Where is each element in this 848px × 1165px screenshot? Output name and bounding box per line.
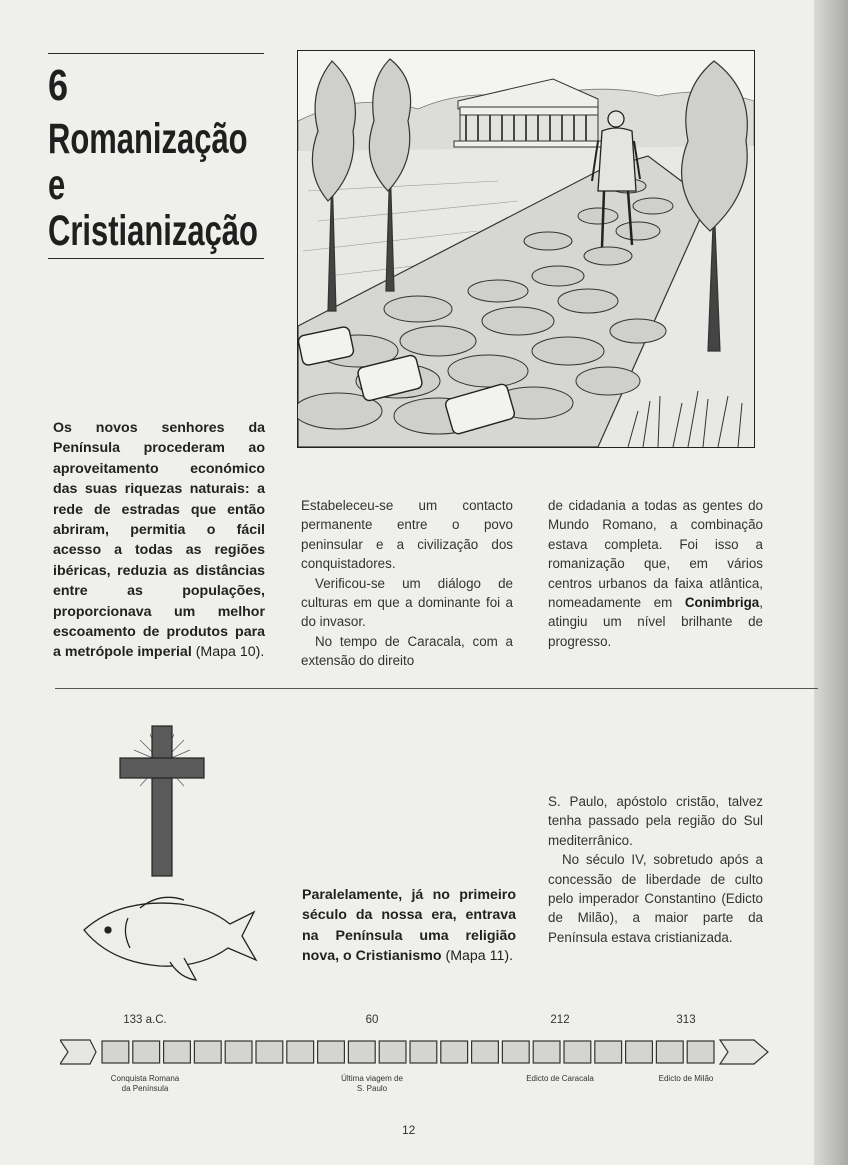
timeline-cell <box>595 1041 622 1063</box>
timeline-cell <box>318 1041 345 1063</box>
timeline-cell <box>225 1041 252 1063</box>
timeline-cell <box>687 1041 714 1063</box>
intro-bold-text: Os novos senhores da Península procederam ao aproveitamento económico das suas riquezas naturais: a rede de estradas que então abriram, permitia o fácil acesso a todas as regiões ibéricas, reduzia as distâncias entre as populações, proporcionava um melhor escoamento de produtos para a metrópole imperial <box>53 420 265 661</box>
timeline-event-milan: Edicto de Milão <box>658 1074 714 1083</box>
timeline-cell <box>656 1041 683 1063</box>
timeline-cell <box>564 1041 591 1063</box>
text-column-3 <box>548 496 763 651</box>
timeline-year-60: 60 <box>365 1014 379 1026</box>
intro-map-reference: (Mapa 10). <box>191 644 265 661</box>
cross-icon <box>120 726 204 876</box>
col3-paragraph-1 <box>548 496 763 651</box>
timeline-cell <box>133 1041 160 1063</box>
page-number: 12 <box>402 1123 416 1137</box>
chapter-number: 6 <box>48 61 69 110</box>
christian-symbols <box>80 722 260 992</box>
timeline-event-conquest: Conquista Romana da Península <box>110 1074 180 1093</box>
chapter-title-line-3: Cristianização <box>48 207 258 255</box>
chapter-title <box>48 115 258 255</box>
christianity-map-reference: (Mapa 11). <box>441 948 514 965</box>
title-top-rule <box>48 53 264 54</box>
page-edge-shadow <box>814 0 848 1165</box>
chapter-title-line-1: Romanização <box>48 115 248 163</box>
christianity-paragraph <box>302 885 516 967</box>
fish-icon <box>84 897 256 980</box>
timeline-event-caracala: Edicto de Caracala <box>526 1074 594 1083</box>
roman-road-illustration <box>297 50 755 448</box>
christianity-bold-text: Paralelamente, já no primeiro século da nossa era, entrava na Península uma religião nova, o Cristianismo <box>302 887 516 965</box>
christianity-column <box>548 792 763 947</box>
text-column-2 <box>301 496 513 671</box>
timeline-cell <box>441 1041 468 1063</box>
fourth-century-paragraph: No século IV, sobretudo após a concessão de liberdade de culto pelo imperador Constantino (Edicto de Milão), a maior parte da Península estava cristianizada. <box>548 852 763 945</box>
timeline-cell <box>256 1041 283 1063</box>
timeline-cell <box>287 1041 314 1063</box>
timeline-cell <box>102 1041 129 1063</box>
timeline <box>60 1014 780 1124</box>
timeline-cell <box>348 1041 375 1063</box>
timeline-cell <box>164 1041 191 1063</box>
timeline-cell <box>533 1041 560 1063</box>
timeline-arrow <box>60 1030 780 1074</box>
timeline-year-212: 212 <box>550 1014 570 1026</box>
title-bottom-rule <box>48 258 264 259</box>
timeline-cell <box>379 1041 406 1063</box>
saint-paul-paragraph: S. Paulo, apóstolo cristão, talvez tenha passado pela região do Sul mediterrânico. <box>548 794 763 848</box>
timeline-year-313: 313 <box>676 1014 696 1026</box>
conimbriga-bold: Conimbriga <box>684 595 760 611</box>
intro-paragraph <box>53 418 265 663</box>
timeline-event-saint-paul: Última viagem de S. Paulo <box>341 1074 403 1093</box>
col3-text-before: de cidadania a todas as gentes do Mundo Romano, a combinação estava completa. Foi isso a romanização que, em vários centros urbanos da faixa atlântica, nomeadamente em <box>548 498 763 611</box>
timeline-year-133bc: 133 a.C. <box>123 1014 167 1026</box>
chapter-title-line-2: e <box>48 161 66 209</box>
section-divider <box>55 688 818 689</box>
col2-paragraph-1: Estabeleceu-se um contacto permanente entre o povo peninsular e a civilização dos conquistadores. <box>301 498 513 572</box>
timeline-cell <box>502 1041 529 1063</box>
col3-text-after: , atingiu um nível brilhante de progresso. <box>548 595 763 649</box>
timeline-cell <box>626 1041 653 1063</box>
col2-paragraph-3: No tempo de Caracala, com a extensão do direito <box>301 633 513 669</box>
timeline-cell <box>410 1041 437 1063</box>
col2-paragraph-2: Verificou-se um diálogo de culturas em que a dominante foi a do invasor. <box>301 575 513 630</box>
timeline-cell <box>472 1041 499 1063</box>
timeline-cell <box>194 1041 221 1063</box>
